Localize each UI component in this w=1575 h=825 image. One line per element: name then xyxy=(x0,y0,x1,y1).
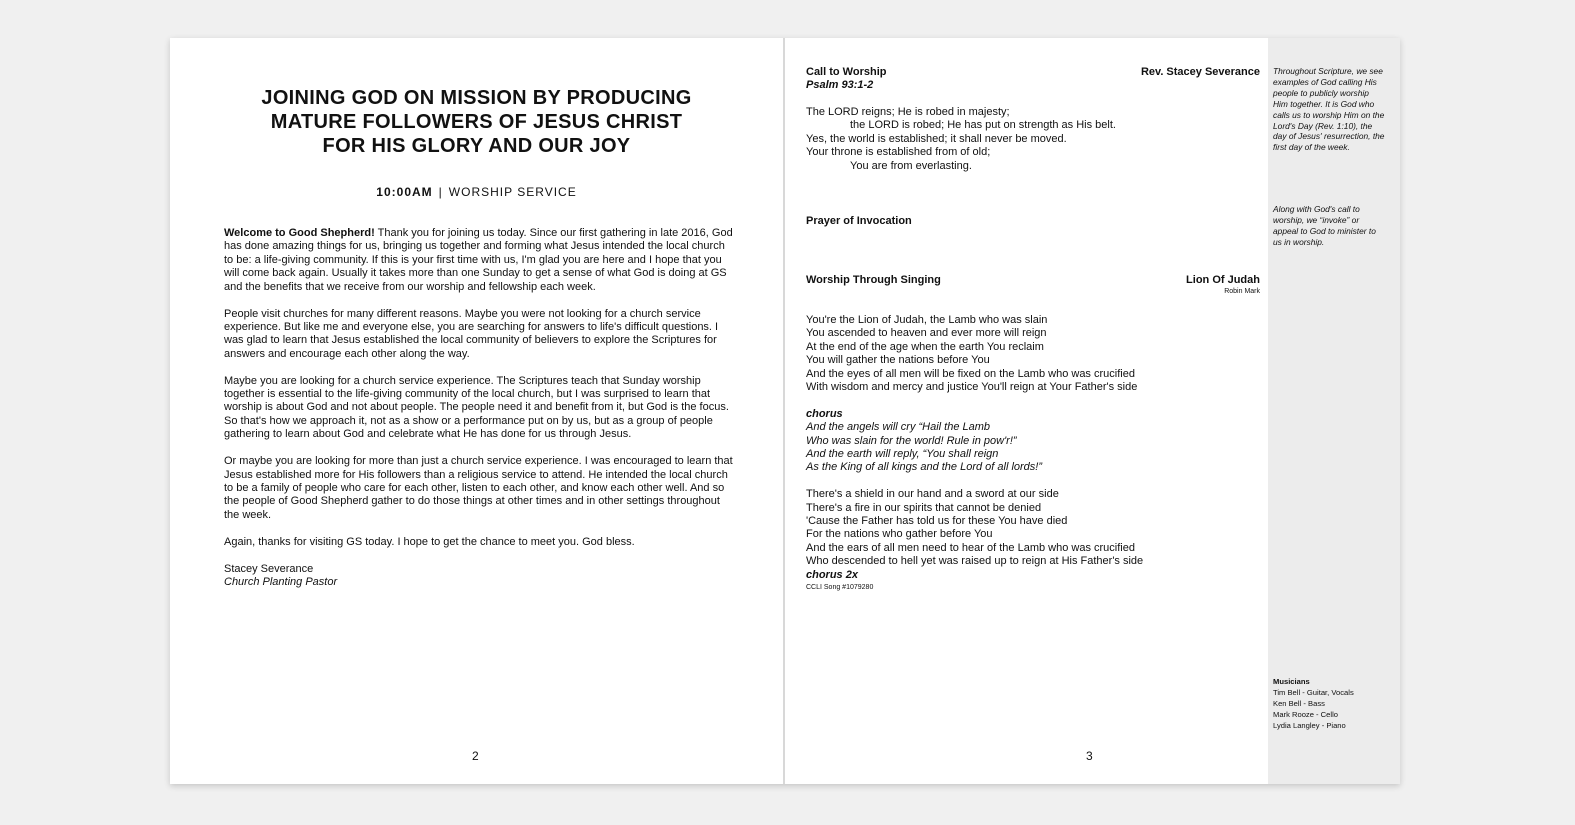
lyric-line: You ascended to heaven and ever more will reign xyxy=(806,327,1047,340)
reading-line: You are from everlasting. xyxy=(850,159,972,172)
mission-title-line: FOR HIS GLORY AND OUR JOY xyxy=(322,135,631,157)
song-composer: Robin Mark xyxy=(1224,288,1260,296)
left-page xyxy=(170,38,783,784)
right-page xyxy=(784,38,1268,784)
bulletin-spread xyxy=(170,38,1400,784)
signature-name: Stacey Severance xyxy=(224,562,314,575)
chorus-repeat-label: chorus 2x xyxy=(806,568,858,581)
musicians-list xyxy=(1273,676,1393,731)
service-separator: | xyxy=(438,185,443,199)
call-to-worship-header xyxy=(806,66,1260,93)
song-info xyxy=(1186,274,1260,296)
singing-header xyxy=(806,274,1260,296)
signature-role: Church Planting Pastor xyxy=(224,576,338,589)
letter-paragraph: People visit churches for many different reasons. Maybe you were not looking for a church service experience. But like me and everyone else, you are searching for answers to life's difficult questions. I was glad to learn that Jesus established the local community of believers to explore the Scriptures for answers and encourage each other along the way. xyxy=(224,307,719,360)
mission-title-line: MATURE FOLLOWERS OF JESUS CHRIST xyxy=(270,111,683,133)
mission-title xyxy=(210,86,743,158)
reading-line: the LORD is robed; He has put on strength as His belt. xyxy=(850,119,1116,132)
chorus-line: Who was slain for the world! Rule in pow'r!” xyxy=(806,434,1017,447)
ccli-number: CCLI Song #1079280 xyxy=(806,584,874,592)
song-lyrics xyxy=(806,314,1143,594)
service-name: WORSHIP SERVICE xyxy=(448,185,577,199)
page-number: 2 xyxy=(472,749,479,763)
lyric-line: And the eyes of all men will be fixed on the Lamb who was crucified xyxy=(806,367,1135,380)
letter-paragraph xyxy=(224,227,736,294)
welcome-text: Thank you for joining us today. Since our first gathering in late 2016, God has done amazing things for us, bringing us together and forming what Jesus intended the local church to be: a life-giving community. If this is your first time with us, I'm glad you are here and I hope that you will come back again. Usually it takes more than one Sunday to get a sense of what God is doing at GS and the benefits that we receive from our worship and fellowship each week. xyxy=(224,227,733,293)
prayer-heading: Prayer of Invocation xyxy=(806,215,912,227)
lyric-line: You're the Lion of Judah, the Lamb who was slain xyxy=(806,314,1048,326)
reading-line: The LORD reigns; He is robed in majesty; xyxy=(806,106,1010,118)
page-number: 3 xyxy=(1086,749,1093,763)
lyric-line: With wisdom and mercy and justice You'll reign at Your Father's side xyxy=(806,381,1138,394)
call-to-worship-heading: Call to Worship xyxy=(806,66,887,78)
musician-item: Ken Bell - Bass xyxy=(1273,699,1325,708)
chorus-line: And the angels will cry “Hail the Lamb xyxy=(806,421,991,434)
singing-heading: Worship Through Singing xyxy=(806,274,941,286)
lyric-line: There's a fire in our spirits that cannot be denied xyxy=(806,501,1042,514)
lyric-line: Who descended to hell yet was raised up to reign at His Father's side xyxy=(806,555,1144,568)
lyric-line: For the nations who gather before You xyxy=(806,528,993,541)
musician-item: Lydia Langley - Piano xyxy=(1273,721,1346,730)
sidebar-note-invocation: Along with God's call to worship, we “invoke” or appeal to God to minister to us in worship. xyxy=(1273,204,1376,247)
prayer-header xyxy=(806,215,1260,228)
letter-paragraph: Again, thanks for visiting GS today. I hope to get the chance to meet you. God bless. xyxy=(224,535,635,548)
scripture-reading xyxy=(806,106,1116,173)
lyric-line: You will gather the nations before You xyxy=(806,354,990,367)
lyric-line: At the end of the age when the earth You reclaim xyxy=(806,340,1044,353)
service-time: 10:00AM xyxy=(376,185,433,199)
musician-item: Tim Bell - Guitar, Vocals xyxy=(1273,688,1354,697)
reading-line: Yes, the world is established; it shall never be moved. xyxy=(806,132,1067,145)
song-title: Lion Of Judah xyxy=(1186,274,1260,286)
worship-leader: Rev. Stacey Severance xyxy=(1140,66,1260,78)
lyric-line: And the ears of all men need to hear of the Lamb who was crucified xyxy=(806,541,1135,554)
sidebar-note-call-to-worship: Throughout Scripture, we see examples of God calling His people to publicly worship Him together. It is God who calls us to worship Him on the Lord's Day (Rev. 1:10), the day of Jesus' resurrection, the first day of the week. xyxy=(1273,66,1385,153)
chorus-line: As the King of all kings and the Lord of all lords!” xyxy=(806,461,1043,474)
service-heading xyxy=(210,185,743,199)
scripture-reference: Psalm 93:1-2 xyxy=(806,79,874,92)
chorus-line: And the earth will reply, “You shall reign xyxy=(806,448,999,461)
welcome-letter xyxy=(224,227,736,603)
chorus-label: chorus xyxy=(806,407,843,420)
lyric-line: There's a shield in our hand and a sword at our side xyxy=(806,488,1059,501)
mission-title-line: JOINING GOD ON MISSION BY PRODUCING xyxy=(261,87,692,109)
musicians-heading: Musicians xyxy=(1273,677,1310,686)
signature xyxy=(224,563,736,590)
musician-item: Mark Rooze - Cello xyxy=(1273,710,1338,719)
stanza-gap xyxy=(806,394,1143,407)
reading-line: Your throne is established from of old; xyxy=(806,146,991,159)
lyric-line: 'Cause the Father has told us for these You have died xyxy=(806,515,1068,528)
welcome-lead: Welcome to Good Shepherd! xyxy=(224,227,375,239)
notes-sidebar xyxy=(1268,38,1400,784)
stanza-gap xyxy=(806,475,1143,488)
letter-paragraph: Maybe you are looking for a church service experience. The Scriptures teach that Sunday worship together is essential to the life-giving community of the local church, but I was surprised to learn that worship is about God and not about people. The people need it and benefit from it, but God is the focus. So that's how we approach it, not as a show or a performance put on by us, but as a group of people gathering to learn about God and celebrate what He has done for us through Jesus. xyxy=(224,374,729,441)
letter-paragraph: Or maybe you are looking for more than just a church service experience. I was encouraged to learn that Jesus established more for His followers than a religious service to attend. He intended the local church to be a family of people who care for each other, listen to each other, and know each other well. And so the people of Good Shepherd gather to do those things at other times and in other settings throughout the week. xyxy=(224,455,733,521)
